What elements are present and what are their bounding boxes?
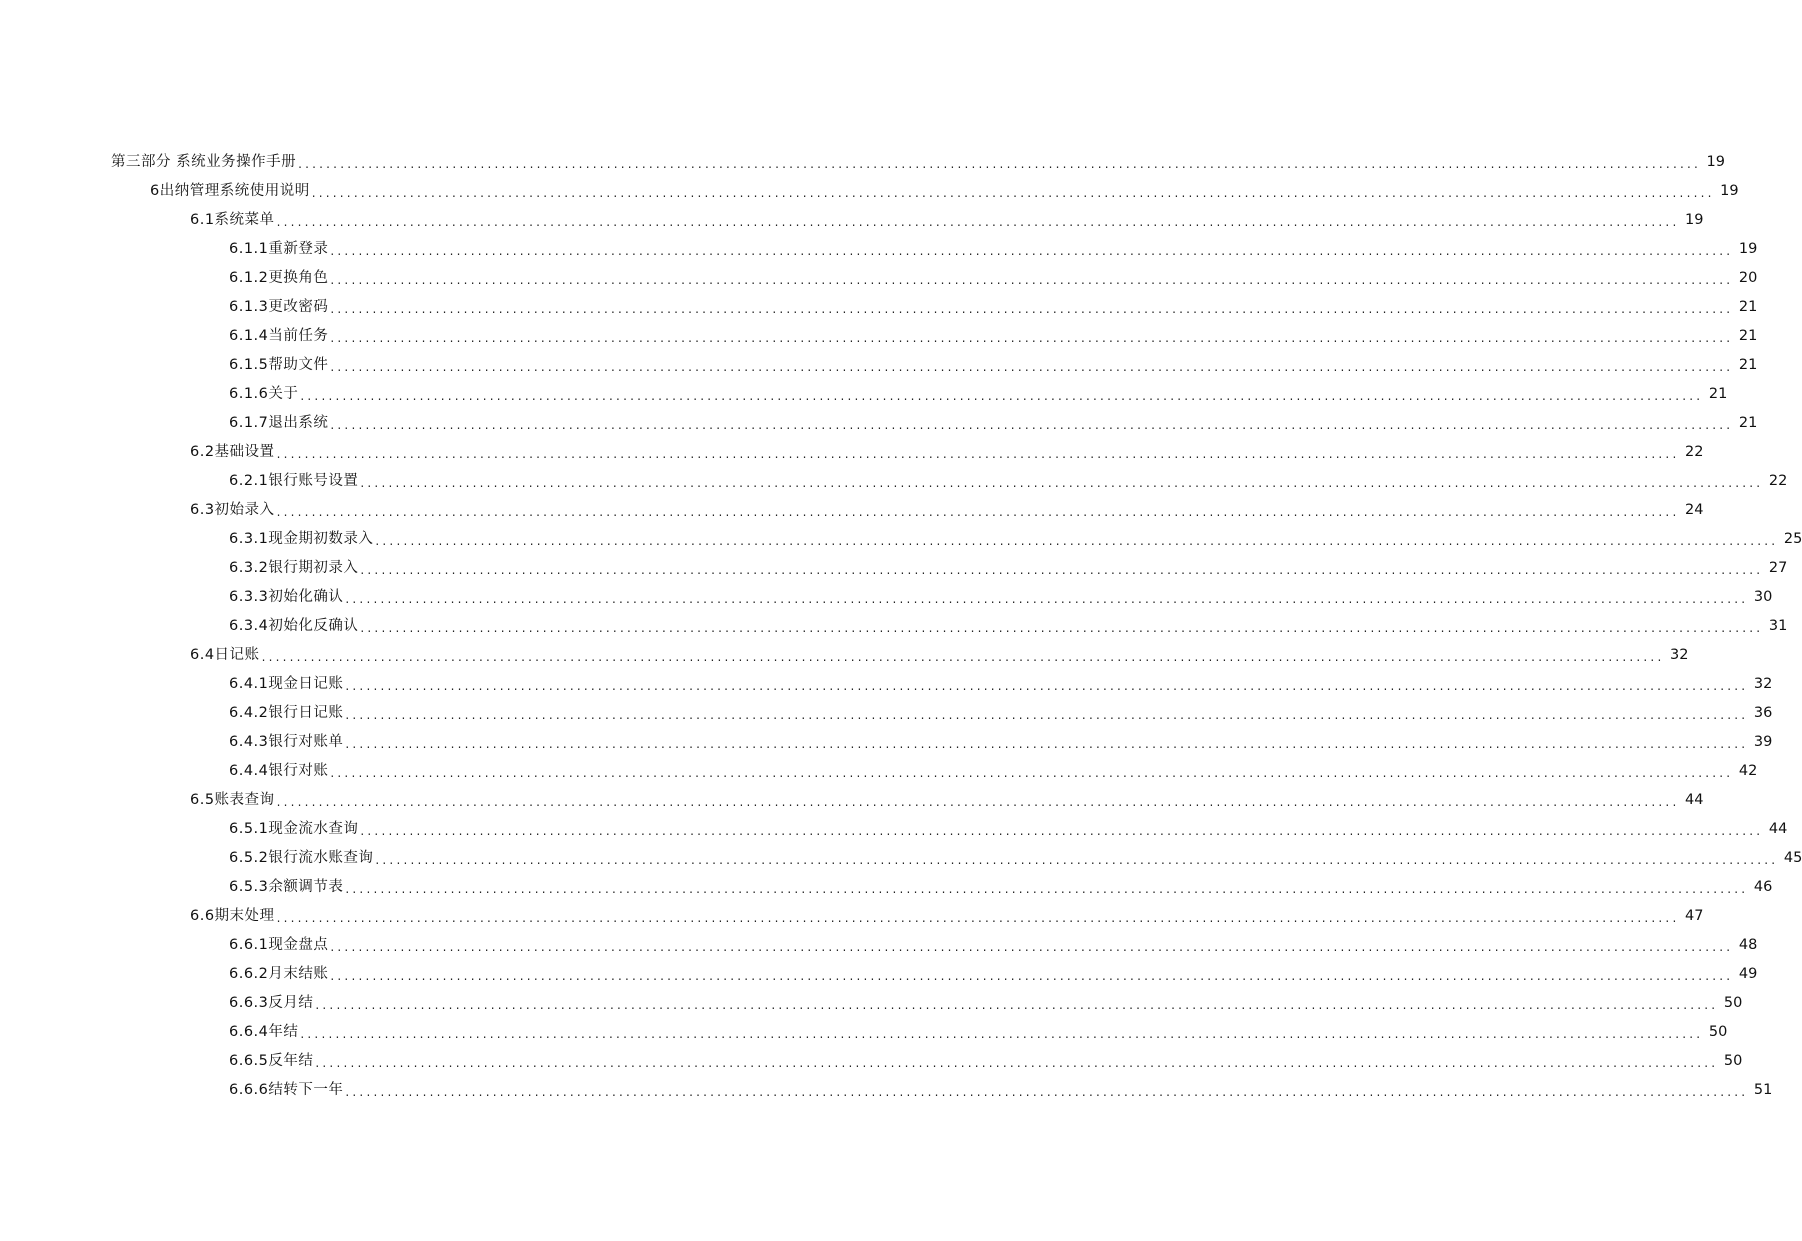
- toc-dot-leader: ........................................................................................................................................................................................................: [330, 244, 1734, 258]
- toc-entry[interactable]: [0, 467, 1788, 496]
- toc-entry-title: 6.4.4银行对账: [229, 763, 329, 779]
- toc-entry-page-number: 25: [1783, 531, 1802, 547]
- toc-entry-title: 6.1系统菜单: [190, 212, 275, 228]
- toc-entry[interactable]: [0, 989, 1743, 1018]
- toc-entry-page-number: 31: [1768, 618, 1788, 634]
- toc-dot-leader: ........................................................................................................................................................................................................: [261, 650, 1665, 664]
- toc-entry-title: 6.4.1现金日记账: [229, 676, 344, 692]
- toc-dot-leader: ........................................................................................................................................................................................................: [276, 215, 1680, 229]
- toc-dot-leader: ........................................................................................................................................................................................................: [311, 186, 1715, 200]
- toc-entry-page-number: 39: [1753, 734, 1773, 750]
- toc-entry[interactable]: [0, 815, 1788, 844]
- toc-entry-title: 6.1.1重新登录: [229, 241, 329, 257]
- toc-entry-title: 6.6.5反年结: [229, 1053, 314, 1069]
- toc-entry-page-number: 32: [1670, 647, 1689, 663]
- toc-dot-leader: ........................................................................................................................................................................................................: [345, 592, 1749, 606]
- toc-entry-page-number: 22: [1768, 473, 1788, 489]
- toc-dot-leader: ........................................................................................................................................................................................................: [375, 534, 1779, 548]
- toc-entry-title: 6.2基础设置: [190, 444, 275, 460]
- toc-entry-page-number: 50: [1723, 1053, 1743, 1069]
- toc-entry-title: 6.6.2月末结账: [229, 966, 329, 982]
- toc-entry-title: 6.3.4初始化反确认: [229, 618, 359, 634]
- toc-dot-leader: ........................................................................................................................................................................................................: [360, 621, 1764, 635]
- toc-entry-page-number: 50: [1723, 995, 1743, 1011]
- toc-entry[interactable]: [0, 931, 1758, 960]
- toc-entry-title: 6.3.1现金期初数录入: [229, 531, 374, 547]
- toc-entry-page-number: 21: [1738, 357, 1758, 373]
- toc-entry[interactable]: [0, 293, 1758, 322]
- toc-entry-page-number: 19: [1720, 183, 1739, 199]
- toc-entry-page-number: 20: [1738, 270, 1758, 286]
- toc-entry-title: 6出纳管理系统使用说明: [150, 183, 310, 199]
- toc-entry-page-number: 45: [1783, 850, 1802, 866]
- toc-entry[interactable]: [0, 583, 1773, 612]
- toc-entry-title: 6.4.2银行日记账: [229, 705, 344, 721]
- toc-entry[interactable]: [0, 670, 1773, 699]
- toc-entry-title: 6.1.3更改密码: [229, 299, 329, 315]
- toc-entry[interactable]: [0, 786, 1704, 815]
- toc-dot-leader: ........................................................................................................................................................................................................: [330, 360, 1734, 374]
- toc-dot-leader: ........................................................................................................................................................................................................: [345, 679, 1749, 693]
- toc-entry-title: 6.6.3反月结: [229, 995, 314, 1011]
- toc-entry-page-number: 48: [1738, 937, 1758, 953]
- toc-entry[interactable]: [0, 612, 1788, 641]
- toc-dot-leader: ........................................................................................................................................................................................................: [276, 911, 1680, 925]
- toc-entry-title: 6.1.7退出系统: [229, 415, 329, 431]
- toc-entry[interactable]: [0, 1047, 1743, 1076]
- toc-dot-leader: ........................................................................................................................................................................................................: [375, 853, 1779, 867]
- toc-entry[interactable]: [0, 1076, 1773, 1105]
- toc-entry-page-number: 21: [1738, 415, 1758, 431]
- toc-entry-page-number: 51: [1753, 1082, 1773, 1098]
- toc-entry-page-number: 27: [1768, 560, 1788, 576]
- toc-entry-title: 6.1.6关于: [229, 386, 299, 402]
- toc-entry[interactable]: [0, 641, 1689, 670]
- toc-entry[interactable]: [0, 873, 1773, 902]
- toc-entry[interactable]: [0, 322, 1758, 351]
- toc-entry-title: 6.1.4当前任务: [229, 328, 329, 344]
- toc-entry-page-number: 19: [1738, 241, 1758, 257]
- toc-entry-page-number: 49: [1738, 966, 1758, 982]
- toc-dot-leader: ........................................................................................................................................................................................................: [345, 737, 1749, 751]
- toc-entry-title: 6.2.1银行账号设置: [229, 473, 359, 489]
- toc-entry-page-number: 30: [1753, 589, 1773, 605]
- toc-entry-page-number: 19: [1685, 212, 1704, 228]
- toc-entry-page-number: 32: [1753, 676, 1773, 692]
- toc-entry-title: 6.6.4年结: [229, 1024, 299, 1040]
- toc-entry-page-number: 21: [1738, 299, 1758, 315]
- toc-entry-title: 6.1.2更换角色: [229, 270, 329, 286]
- toc-entry-title: 6.5.3余额调节表: [229, 879, 344, 895]
- toc-entry-title: 6.6.6结转下一年: [229, 1082, 344, 1098]
- toc-entry-title: 6.5.2银行流水账查询: [229, 850, 374, 866]
- toc-entry-page-number: 36: [1753, 705, 1773, 721]
- toc-dot-leader: ........................................................................................................................................................................................................: [345, 1085, 1749, 1099]
- toc-entry-title: 6.1.5帮助文件: [229, 357, 329, 373]
- toc-dot-leader: ........................................................................................................................................................................................................: [345, 708, 1749, 722]
- toc-dot-leader: ........................................................................................................................................................................................................: [360, 476, 1764, 490]
- toc-entry[interactable]: [0, 409, 1758, 438]
- toc-dot-leader: ........................................................................................................................................................................................................: [330, 969, 1734, 983]
- toc-dot-leader: ........................................................................................................................................................................................................: [360, 563, 1764, 577]
- toc-entry-page-number: 47: [1685, 908, 1704, 924]
- toc-entry-page-number: 44: [1685, 792, 1704, 808]
- toc-entry[interactable]: [0, 496, 1704, 525]
- toc-entry[interactable]: [0, 235, 1758, 264]
- toc-dot-leader: ........................................................................................................................................................................................................: [330, 331, 1734, 345]
- toc-dot-leader: ........................................................................................................................................................................................................: [330, 766, 1734, 780]
- toc-dot-leader: ........................................................................................................................................................................................................: [330, 418, 1734, 432]
- toc-entry-title: 6.6期末处理: [190, 908, 275, 924]
- toc-entry[interactable]: [0, 960, 1758, 989]
- toc-dot-leader: ........................................................................................................................................................................................................: [276, 795, 1680, 809]
- table-of-contents: [0, 148, 1802, 1105]
- toc-entry[interactable]: [0, 525, 1802, 554]
- toc-entry[interactable]: [0, 554, 1788, 583]
- toc-dot-leader: ........................................................................................................................................................................................................: [315, 998, 1719, 1012]
- toc-entry[interactable]: [0, 264, 1758, 293]
- toc-dot-leader: ........................................................................................................................................................................................................: [300, 1027, 1704, 1041]
- toc-dot-leader: ........................................................................................................................................................................................................: [345, 882, 1749, 896]
- toc-dot-leader: ........................................................................................................................................................................................................: [300, 389, 1704, 403]
- toc-entry[interactable]: [0, 757, 1758, 786]
- toc-entry[interactable]: [0, 844, 1802, 873]
- toc-entry-page-number: 24: [1685, 502, 1704, 518]
- toc-entry-title: 6.5.1现金流水查询: [229, 821, 359, 837]
- toc-entry-page-number: 50: [1708, 1024, 1728, 1040]
- toc-entry-page-number: 44: [1768, 821, 1788, 837]
- toc-entry-page-number: 22: [1685, 444, 1704, 460]
- toc-entry-page-number: 46: [1753, 879, 1773, 895]
- toc-entry[interactable]: [0, 148, 1725, 177]
- toc-dot-leader: ........................................................................................................................................................................................................: [330, 273, 1734, 287]
- toc-dot-leader: ........................................................................................................................................................................................................: [330, 940, 1734, 954]
- toc-entry[interactable]: [0, 206, 1704, 235]
- toc-dot-leader: ........................................................................................................................................................................................................: [298, 157, 1701, 171]
- toc-entry-title: 6.3.2银行期初录入: [229, 560, 359, 576]
- toc-entry-page-number: 42: [1738, 763, 1758, 779]
- toc-entry-title: 第三部分 系统业务操作手册: [111, 154, 297, 170]
- toc-entry[interactable]: [0, 902, 1704, 931]
- toc-entry-page-number: 19: [1706, 154, 1725, 170]
- toc-entry[interactable]: [0, 1018, 1728, 1047]
- toc-entry-title: 6.6.1现金盘点: [229, 937, 329, 953]
- toc-dot-leader: ........................................................................................................................................................................................................: [360, 824, 1764, 838]
- toc-entry-title: 6.4.3银行对账单: [229, 734, 344, 750]
- toc-entry-title: 6.3.3初始化确认: [229, 589, 344, 605]
- toc-entry-title: 6.5账表查询: [190, 792, 275, 808]
- toc-entry[interactable]: [0, 351, 1758, 380]
- toc-dot-leader: ........................................................................................................................................................................................................: [276, 447, 1680, 461]
- toc-entry-page-number: 21: [1708, 386, 1728, 402]
- toc-dot-leader: ........................................................................................................................................................................................................: [315, 1056, 1719, 1070]
- toc-entry-page-number: 21: [1738, 328, 1758, 344]
- toc-entry[interactable]: [0, 438, 1704, 467]
- toc-entry[interactable]: [0, 728, 1773, 757]
- toc-entry[interactable]: [0, 699, 1773, 728]
- toc-dot-leader: ........................................................................................................................................................................................................: [330, 302, 1734, 316]
- toc-dot-leader: ........................................................................................................................................................................................................: [276, 505, 1680, 519]
- toc-entry-title: 6.4日记账: [190, 647, 260, 663]
- toc-entry[interactable]: [0, 177, 1739, 206]
- toc-entry-title: 6.3初始录入: [190, 502, 275, 518]
- toc-entry[interactable]: [0, 380, 1728, 409]
